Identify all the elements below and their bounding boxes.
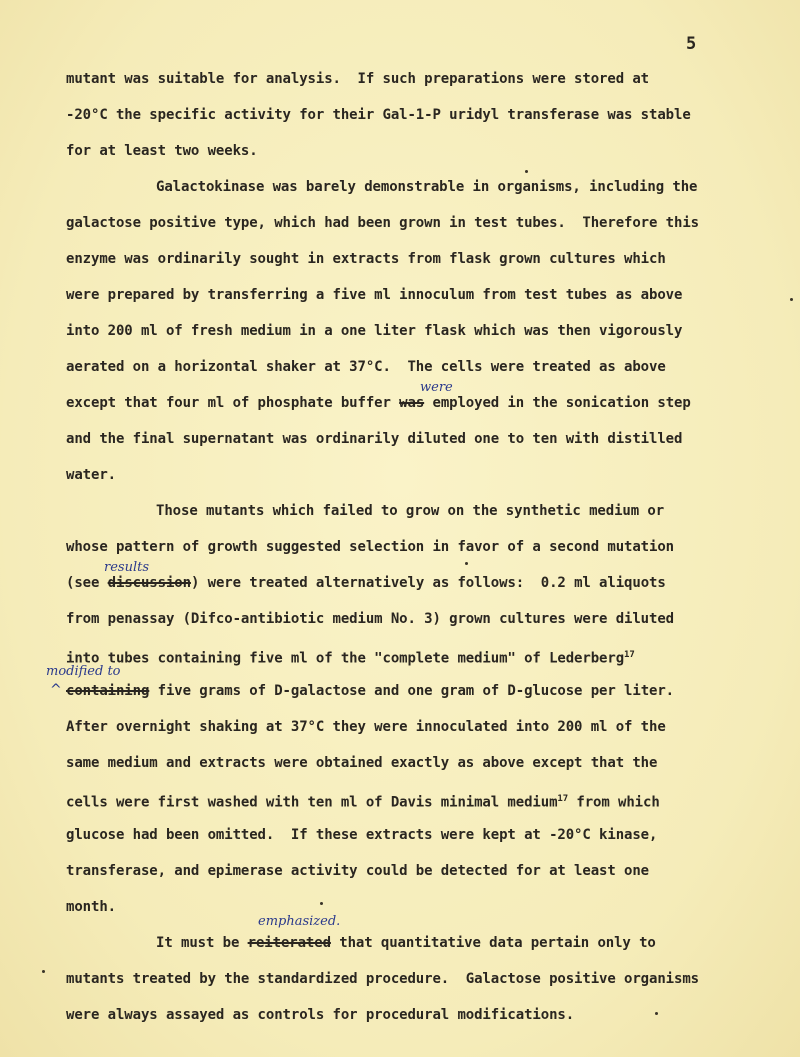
text-line-10-start: except that four ml of phosphate buffer	[66, 395, 400, 411]
struck-word-reiterated: reiterated	[247, 935, 331, 951]
handwritten-results: results	[104, 560, 150, 575]
text-line-21	[66, 790, 660, 812]
text-line-3: for at least two weeks.	[66, 143, 258, 159]
text-line-23: transferase, and epimerase activity could be detected for at least one	[66, 863, 650, 879]
footnote-ref-17b: 17	[557, 794, 569, 804]
footnote-ref-17: 17	[624, 650, 635, 660]
text-line-14: whose pattern of growth suggested selection in favor of a second mutation	[66, 539, 674, 555]
struck-word-was: was	[399, 395, 425, 411]
ink-speck	[655, 1012, 658, 1015]
text-line-7: were prepared by transferring a five ml innoculum from test tubes as above	[66, 287, 683, 303]
text-line-6: enzyme was ordinarily sought in extracts from flask grown cultures which	[66, 251, 666, 267]
ink-speck	[525, 170, 528, 173]
text-line-18-end: five grams of D-galactose and one gram of D-glucose per liter.	[149, 683, 675, 699]
text-line-4: Galactokinase was barely demonstrable in organisms, including the	[156, 179, 698, 195]
text-line-15-end: ) were treated alternatively as follows: 0.2 ml aliquots	[190, 575, 666, 591]
text-line-21-end: from which	[568, 794, 660, 811]
text-line-19: After overnight shaking at 37°C they were innoculated into 200 ml of the	[66, 719, 666, 735]
ink-speck	[790, 298, 793, 301]
text-line-21-start: cells were first washed with ten ml of Davis minimal medium	[66, 794, 558, 811]
handwritten-modified-to: modified to	[46, 664, 121, 679]
text-line-10	[66, 394, 691, 412]
text-line-22: glucose had been omitted. If these extracts were kept at -20°C kinase,	[66, 827, 658, 843]
handwritten-were: were	[420, 380, 453, 395]
text-line-17	[66, 646, 635, 668]
struck-word-containing: containing	[66, 683, 150, 699]
text-line-24: month.	[66, 899, 116, 915]
struck-word-discussion: discussion	[107, 575, 191, 591]
text-line-25-start: It must be	[156, 935, 248, 951]
text-line-15-start: (see	[66, 575, 108, 591]
insertion-caret-icon: ^	[50, 682, 62, 698]
ink-speck	[320, 902, 323, 905]
ink-speck	[42, 970, 45, 973]
text-line-18	[66, 682, 674, 700]
page-number: 5	[686, 34, 697, 54]
text-line-17-body: into tubes containing five ml of the "complete medium" of Lederberg	[66, 650, 625, 667]
text-line-16: from penassay (Difco-antibiotic medium No. 3) grown cultures were diluted	[66, 611, 674, 627]
text-line-5: galactose positive type, which had been grown in test tubes. Therefore this	[66, 215, 699, 231]
text-line-12: water.	[66, 467, 116, 483]
handwritten-emphasized: emphasized.	[258, 914, 341, 929]
text-line-27: were always assayed as controls for procedural modifications.	[66, 1007, 575, 1023]
text-line-9: aerated on a horizontal shaker at 37°C. The cells were treated as above	[66, 359, 666, 375]
text-line-25	[156, 934, 656, 952]
text-line-2: -20°C the specific activity for their Gal-1-P uridyl transferase was stable	[66, 107, 691, 123]
text-line-1: mutant was suitable for analysis. If such preparations were stored at	[66, 71, 650, 87]
text-line-26: mutants treated by the standardized procedure. Galactose positive organisms	[66, 971, 699, 987]
text-line-13: Those mutants which failed to grow on the synthetic medium or	[156, 503, 665, 519]
text-line-20: same medium and extracts were obtained exactly as above except that the	[66, 755, 658, 771]
text-line-10-end: employed in the sonication step	[424, 395, 691, 411]
text-line-15	[66, 574, 666, 592]
ink-speck	[465, 562, 468, 565]
text-line-8: into 200 ml of fresh medium in a one liter flask which was then vigorously	[66, 323, 683, 339]
text-line-25-end: that quantitative data pertain only to	[330, 935, 656, 951]
text-line-11: and the final supernatant was ordinarily diluted one to ten with distilled	[66, 431, 683, 447]
